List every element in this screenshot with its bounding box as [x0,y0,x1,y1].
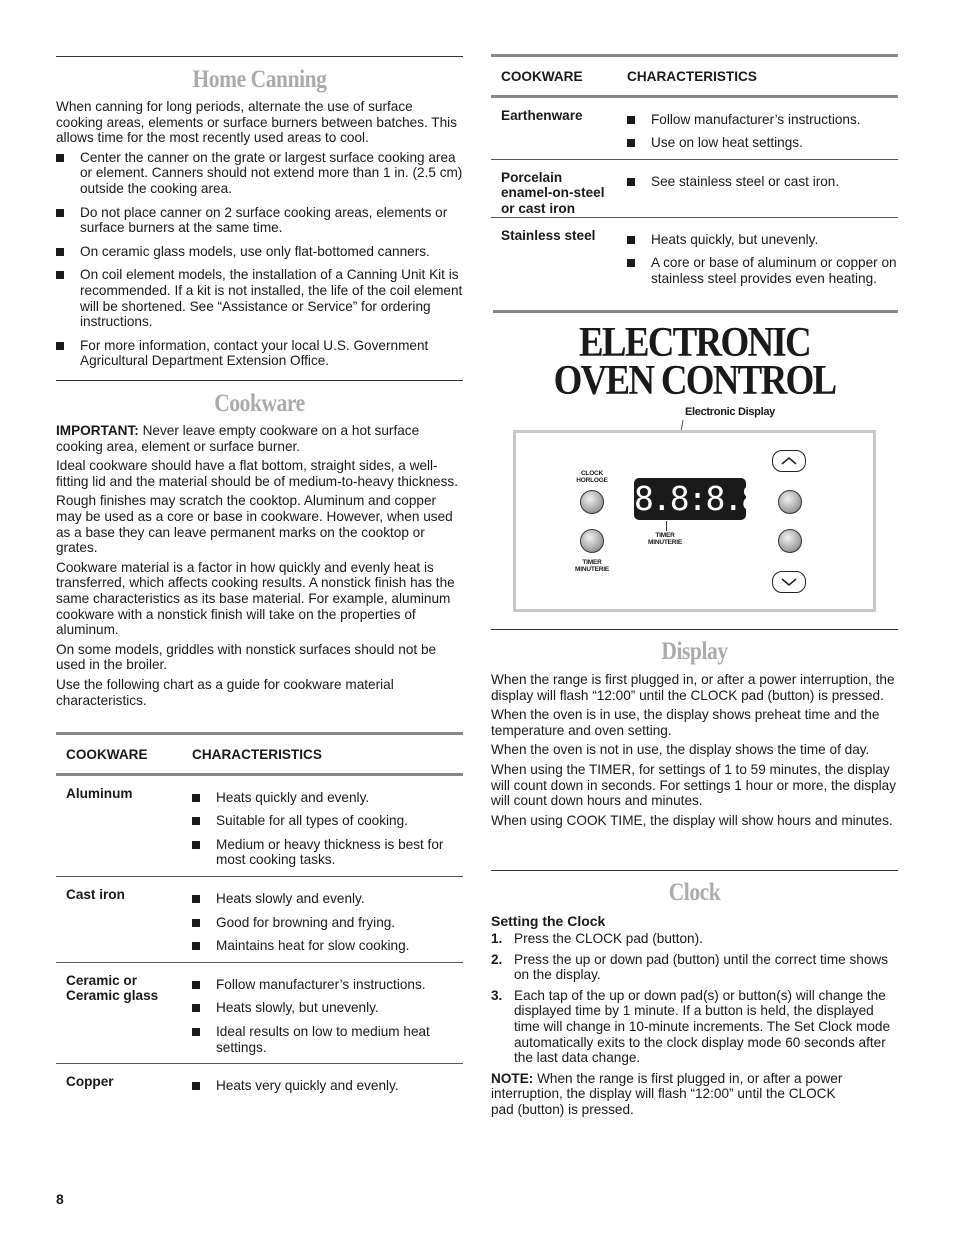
clock-note [491,1071,898,1118]
table-row [56,1064,463,1102]
material-name: Earthenware [491,96,617,159]
display-paragraph: When the range is first plugged in, or after a power interruption, the display will flash “12:00” until the CLOCK pad (button) is pressed. [491,672,895,703]
important-text: Never leave empty cookware on a hot surface cooking area, element or surface burner. [56,423,420,454]
material-name: Porcelain enamel-on-steel or cast iron [491,159,617,217]
cookware-paragraph: Use the following chart as a guide for cookware material characteristics. [56,676,394,708]
note-text: When the range is first plugged in, or after a power interruption, the display will flash “12:00” until the CLOCK pad (button) is pressed. [491,1070,843,1117]
list-item: 3. Each tap of the up or down pad(s) or button(s) will change the displayed time by 1 minute. If a button is held, the displayed time will change in 10-minute increments. The Set Clock mode automatically exits to the clock display mode 60 seconds after the last data change. [491,987,891,1066]
list-item: A core or base of aluminum or copper on stainless steel provides even heating. [627,255,898,286]
list-item: Maintains heat for slow cooking. [192,938,463,954]
list-item: Heats quickly and evenly. [192,790,463,806]
list-item: On ceramic glass models, use only flat-bottomed canners. [56,244,463,260]
note-label: NOTE: [491,1070,534,1086]
material-name: Aluminum [56,774,182,876]
list-item: Heats very quickly and evenly. [192,1078,463,1094]
list-item: Heats slowly and evenly. [192,891,463,907]
home-canning-intro: When canning for long periods, alternate the use of surface cooking areas, elements or surface burners between batches. This allows time for the most recently used areas to cool. [56,99,457,146]
table-header-cookware: COOKWARE [491,56,617,97]
material-name: Cast iron [56,876,182,962]
chevron-down-icon [773,572,805,592]
table-row [56,962,463,1063]
electronic-display-callout: Electronic Display [685,406,775,418]
cookware-table-left [56,732,463,1102]
list-item: Heats slowly, but unevenly. [192,1000,463,1016]
cookware-heading: Cookware [214,390,305,417]
setting-clock-subheading: Setting the Clock [491,913,606,929]
display-paragraph: When using the TIMER, for settings of 1 to 59 minutes, the display will count down in seconds. For settings 1 hour or more, the display will count down hours and minutes. [491,761,896,809]
down-button[interactable] [772,571,806,593]
display-paragraph: When the oven is not in use, the display shows the time of day. [491,742,870,758]
cookware-paragraph: Cookware material is a factor in how quickly and evenly heat is transferred, which affects cooking results. A nonstick finish has the same characteristics as its base material. For example, aluminum cookware with a nonstick finish will take on the properties of aluminum. [56,559,455,638]
round-button-lower[interactable] [778,529,802,553]
table-header-characteristics: CHARACTERISTICS [617,56,898,97]
chevron-up-icon [773,451,805,471]
section-rule [491,629,898,630]
display-heading: Display [661,638,728,665]
list-item: On coil element models, the installation of a Canning Unit Kit is recommended. If a kit is not installed, the life of the coil element will be shortened. See “Assistance or Service” for ordering instructions. [56,267,463,329]
electronic-oven-control-heading [515,320,873,404]
clock-label: CLOCK HORLOGE [576,470,608,484]
material-name: Stainless steel [501,227,596,243]
list-item: Good for browning and frying. [192,915,463,931]
home-canning-heading: Home Canning [192,66,327,93]
control-panel [513,430,876,612]
section-rule [493,310,898,313]
list-item: See stainless steel or cast iron. [627,174,898,190]
table-row [491,159,898,217]
list-item: Use on low heat settings. [627,135,898,151]
timer-display-label: TIMER MINUTERIE [648,532,682,546]
section-rule [56,380,463,381]
list-item: Medium or heavy thickness is best for most cooking tasks. [192,837,463,868]
important-note [56,423,463,454]
section-rule [491,870,898,871]
page-number: 8 [56,1191,64,1207]
material-name: Copper [66,1074,114,1090]
timer-label: TIMER MINUTERIE [575,559,609,573]
table-row [491,217,898,294]
list-item: 2. Press the up or down pad (button) until the correct time shows on the display. [491,951,889,983]
display-paragraph: When the oven is in use, the display shows preheat time and the temperature and oven setting. [491,707,880,738]
timer-tick [666,521,667,531]
heading-line: OVEN CONTROL [553,358,836,404]
list-item: Heats quickly, but unevenly. [627,232,898,248]
important-label: IMPORTANT: [56,423,139,438]
clock-button[interactable] [580,490,604,514]
list-item: Follow manufacturer’s instructions. [192,977,463,993]
home-canning-list [56,150,463,369]
up-button[interactable] [772,450,806,472]
timer-button[interactable] [580,529,604,553]
cookware-paragraph: Rough finishes may scratch the cooktop. Aluminum and copper may be used as a core or base in cookware. However, when used as a base they can leave permanent marks on the cooktop or grates. [56,493,453,556]
list-item: For more information, contact your local U.S. Government Agricultural Department Extension Office. [56,338,463,369]
heading-line: ELECTRONIC [579,320,810,366]
cookware-paragraph: Ideal cookware should have a flat bottom, straight sides, a well-fitting lid and the material should be of medium-to-heavy thickness. [56,458,458,489]
table-header-characteristics: CHARACTERISTICS [182,734,463,775]
table-row [491,96,898,159]
list-item: Ideal results on low to medium heat settings. [192,1024,463,1055]
table-row [56,876,463,962]
list-item: 1. Press the CLOCK pad (button). [491,931,703,946]
electronic-display: 8.8:8.8 [634,479,760,518]
cookware-paragraph: On some models, griddles with nonstick surfaces should not be used in the broiler. [56,641,437,673]
list-item: Suitable for all types of cooking. [192,813,463,829]
section-rule [56,56,463,57]
clock-heading: Clock [668,879,721,906]
material-name: Ceramic or Ceramic glass [56,962,182,1063]
round-button-upper[interactable] [778,490,802,514]
list-item: Center the canner on the grate or largest surface cooking area or element. Canners should not extend more than 1 in. (2.5 cm) outside the cooking area. [56,150,463,197]
clock-steps [491,931,898,1066]
display-paragraph: When using COOK TIME, the display will show hours and minutes. [491,812,893,828]
table-header-cookware: COOKWARE [56,734,182,775]
cookware-table-right [491,54,898,294]
list-item: Follow manufacturer’s instructions. [627,112,898,128]
list-item: Do not place canner on 2 surface cooking areas, elements or surface burners at the same time. [56,205,463,236]
table-row [56,774,463,876]
